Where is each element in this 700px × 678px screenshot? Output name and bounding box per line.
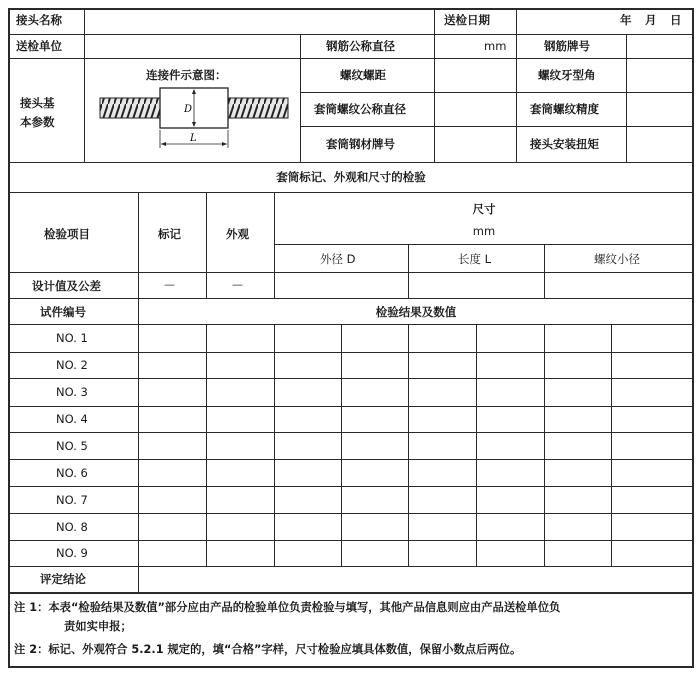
vline <box>434 34 435 162</box>
specimen-no: NO. 5 <box>56 439 88 453</box>
thread-angle-field[interactable] <box>628 60 690 91</box>
connector-diagram <box>96 86 292 152</box>
specimen-no: NO. 7 <box>56 493 88 507</box>
rebar-diameter-field[interactable] <box>436 36 482 57</box>
params-label-line2: 本参数 <box>20 115 55 129</box>
hline <box>8 34 694 35</box>
thread-angle-label: 螺纹牙型角 <box>538 68 596 82</box>
vline <box>516 8 517 34</box>
dim-l-arrow-right <box>222 142 227 146</box>
specimen-no: NO. 8 <box>56 520 88 534</box>
inspection-date-label: 送检日期 <box>444 13 490 27</box>
left-rebar <box>100 98 160 118</box>
size-unit: mm <box>472 224 496 238</box>
sleeve-thread-diameter-field[interactable] <box>436 94 514 125</box>
design-value-label: 设计值及公差 <box>32 279 101 293</box>
vline <box>626 34 627 162</box>
vline <box>84 8 85 162</box>
vline <box>206 192 207 298</box>
rebar-diameter-label: 钢筋公称直径 <box>326 39 395 53</box>
hline <box>8 566 694 567</box>
dim-l-label: L <box>190 133 197 144</box>
results-grid[interactable] <box>140 326 692 565</box>
design-length-field[interactable] <box>410 274 543 297</box>
specimen-no-label: 试件编号 <box>40 305 86 319</box>
border-left <box>8 8 10 668</box>
thread-minor-label: 螺纹小径 <box>594 252 640 266</box>
sleeve-thread-accuracy-label: 套筒螺纹精度 <box>530 102 599 116</box>
results-label: 检验结果及数值 <box>375 305 457 319</box>
dim-d-label: D <box>184 104 193 115</box>
section-title: 套筒标记、外观和尺寸的检验 <box>276 170 426 184</box>
vline <box>408 244 409 298</box>
diagram-title: 连接件示意图： <box>146 68 227 82</box>
hline <box>8 298 694 299</box>
rebar-grade-field[interactable] <box>628 36 690 57</box>
vline <box>544 244 545 298</box>
marking-label: 标记 <box>158 227 181 241</box>
right-rebar <box>228 98 288 118</box>
specimen-no: NO. 9 <box>56 546 88 560</box>
specimen-no: NO. 3 <box>56 385 88 399</box>
vline <box>138 192 139 298</box>
joint-name-label: 接头名称 <box>16 13 62 27</box>
item-label: 检验项目 <box>44 227 90 241</box>
rebar-grade-label: 钢筋牌号 <box>544 39 590 53</box>
install-torque-field[interactable] <box>628 128 690 161</box>
conclusion-label: 评定结论 <box>40 572 86 586</box>
specimen-no: NO. 6 <box>56 466 88 480</box>
hline <box>8 58 694 59</box>
border-bottom <box>8 666 694 668</box>
hline <box>300 92 694 93</box>
note-1-line-1: 注 1：本表“检验结果及数值”部分应由产品的检验单位负责检验与填写，其他产品信息则应由产品送检单位负 <box>14 601 561 614</box>
sleeve-steel-grade-label: 套筒钢材牌号 <box>326 137 395 151</box>
length-label: 长度 L <box>458 252 492 266</box>
vline <box>138 298 139 592</box>
specimen-no: NO. 4 <box>56 412 88 426</box>
size-label: 尺寸 <box>472 202 496 216</box>
hline-notes <box>8 592 694 594</box>
thread-pitch-label: 螺纹螺距 <box>340 68 386 82</box>
joint-name-field[interactable] <box>86 10 432 33</box>
sending-unit-label: 送检单位 <box>16 39 62 53</box>
border-right <box>692 8 694 668</box>
inspection-date-field[interactable]: 年 月 日 <box>620 13 683 27</box>
note-2: 注 2：标记、外观符合 5.2.1 规定的，填“合格”字样，尺寸检验应填具体数值，保留小数点后两位。 <box>14 643 522 656</box>
specimen-no: NO. 1 <box>56 331 88 345</box>
appearance-label: 外观 <box>226 227 249 241</box>
vline <box>434 8 435 34</box>
thread-pitch-field[interactable] <box>436 60 514 91</box>
hline <box>8 272 694 273</box>
vline <box>516 34 517 162</box>
params-label-line1: 接头基 <box>20 96 55 110</box>
sleeve-steel-grade-field[interactable] <box>436 128 514 161</box>
vline <box>300 34 301 162</box>
sleeve-thread-accuracy-field[interactable] <box>628 94 690 125</box>
dim-l-arrow-left <box>161 142 166 146</box>
sleeve-thread-diameter-label: 套筒螺纹公称直径 <box>314 102 406 116</box>
sending-unit-field[interactable] <box>86 36 298 57</box>
install-torque-label: 接头安装扭矩 <box>530 137 599 151</box>
conclusion-field[interactable] <box>140 568 692 591</box>
appearance-dash: — <box>232 278 243 291</box>
design-outer-diameter-field[interactable] <box>276 274 407 297</box>
specimen-no: NO. 2 <box>56 358 88 372</box>
hline <box>8 324 694 325</box>
marking-dash: — <box>164 278 175 291</box>
hline <box>274 244 694 245</box>
hline <box>8 162 694 163</box>
outer-diameter-label: 外径 D <box>320 252 356 266</box>
hline <box>300 126 694 127</box>
hline <box>8 192 694 193</box>
note-1-line-2: 责如实申报； <box>64 620 132 633</box>
design-thread-minor-field[interactable] <box>546 274 691 297</box>
diameter-unit: mm <box>484 39 507 53</box>
